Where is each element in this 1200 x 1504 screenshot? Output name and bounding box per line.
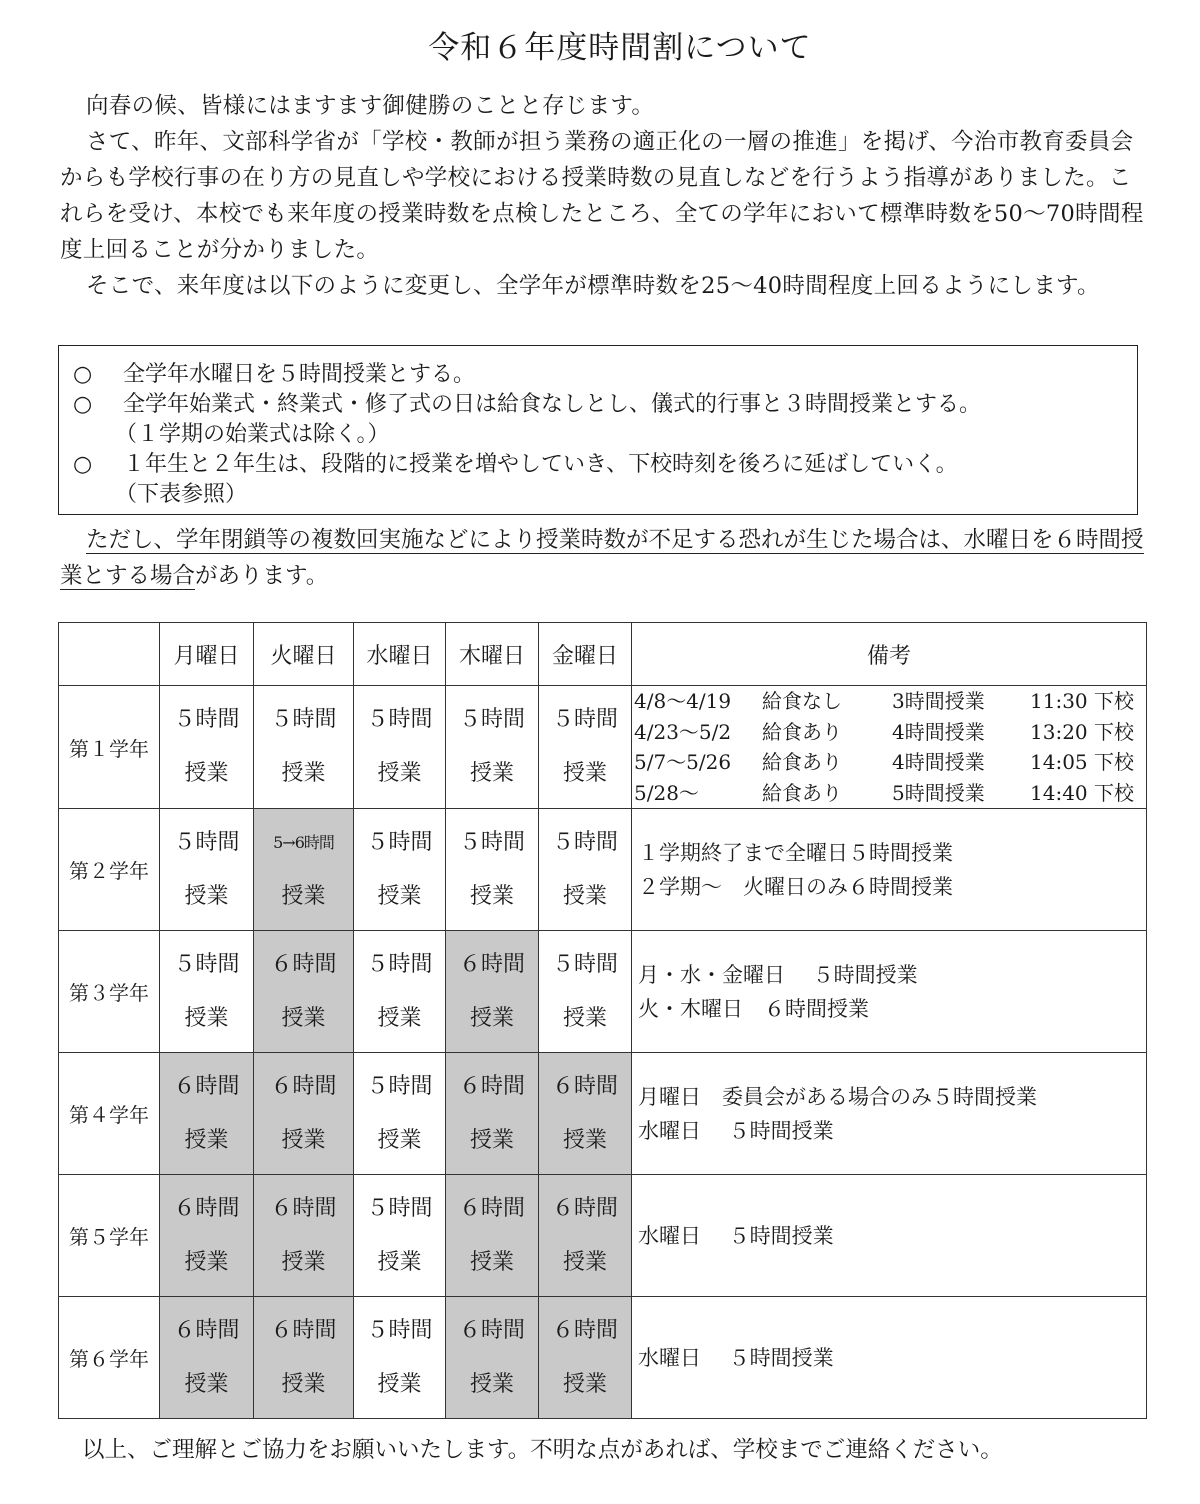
remark-part: 4/23〜5/2 xyxy=(634,719,732,744)
schedule-cell xyxy=(354,686,446,809)
header-tuesday: 火曜日 xyxy=(254,623,354,686)
remark-line: １学期終了まで全曜日５時間授業 xyxy=(638,840,953,865)
table-row xyxy=(59,1053,1147,1175)
header-friday: 金曜日 xyxy=(539,623,632,686)
background-paragraph: さて、昨年、文部科学省が「学校・教師が担う業務の適正化の一層の推進」を掲げ、今治市教育委員会からも学校行事の在り方の見直しや学校における授業時数の見直しなどを行うよう指導がありました。これらを受け、本校でも来年度の授業時数を点検したところ、全ての学年において標準時数を50〜70時間程度上回ることが分かりました。 xyxy=(60,129,1144,263)
closing-text: 以上、ご理解とご協力をお願いいたします。不明な点があれば、学校までご連絡ください。 xyxy=(82,1437,1003,1463)
schedule-cell xyxy=(446,931,539,1053)
remark-line: 水曜日 ５時間授業 xyxy=(638,1345,834,1370)
schedule-cell xyxy=(254,686,354,809)
schedule-cell xyxy=(254,809,354,931)
period-label: 授業 xyxy=(377,761,422,786)
schedule-cell xyxy=(539,686,632,809)
period-label: 授業 xyxy=(281,1249,326,1275)
period-label: 授業 xyxy=(184,761,229,786)
remarks-cell xyxy=(632,686,1147,809)
remark-part: 5/7〜5/26 xyxy=(634,750,732,774)
period-label: 授業 xyxy=(562,1371,607,1397)
remark-line: 火・木曜日 ６時間授業 xyxy=(638,996,869,1021)
schedule-cell xyxy=(446,1297,539,1419)
remark-line: 水曜日 ５時間授業 xyxy=(638,1118,834,1143)
remark-line xyxy=(634,747,1146,778)
remark-part: 3時間授業 xyxy=(892,689,985,713)
period-count: ５時間 xyxy=(173,829,240,855)
remark-line xyxy=(634,778,1146,809)
period-count: ５時間 xyxy=(458,829,525,855)
period-count: ５時間 xyxy=(551,707,618,732)
caution-note xyxy=(60,522,1150,594)
remark-line: 月・水・金曜日 ５時間授業 xyxy=(638,962,918,987)
schedule-cell xyxy=(354,1053,446,1175)
period-count: ５時間 xyxy=(551,951,618,977)
circle-bullet-icon: ○ xyxy=(73,392,93,417)
period-count: ５時間 xyxy=(366,951,433,977)
remark-part: 4時間授業 xyxy=(892,719,985,744)
remark-part: 11:30 下校 xyxy=(1030,689,1134,713)
schedule-cell xyxy=(254,1297,354,1419)
period-count: ５時間 xyxy=(366,1317,433,1343)
header-wednesday: 水曜日 xyxy=(354,623,446,686)
header-blank xyxy=(59,623,160,686)
period-label: 授業 xyxy=(469,1371,514,1397)
remark-part: 給食あり xyxy=(762,719,842,744)
table-row xyxy=(59,1175,1147,1297)
remark-line xyxy=(634,717,1146,748)
grade-label: 第２学年 xyxy=(59,809,160,931)
schedule-cell xyxy=(160,686,254,809)
period-count: ６時間 xyxy=(551,1195,618,1221)
period-count: ６時間 xyxy=(270,1073,337,1099)
period-label: 授業 xyxy=(469,761,514,786)
period-count: ５時間 xyxy=(366,707,433,732)
period-label: 授業 xyxy=(184,1371,229,1397)
schedule-cell xyxy=(446,809,539,931)
schedule-cell xyxy=(160,1175,254,1297)
period-count: ６時間 xyxy=(458,951,525,977)
remark-part: 5/28〜 xyxy=(634,780,699,805)
schedule-cell xyxy=(539,1297,632,1419)
period-count: ６時間 xyxy=(270,951,337,977)
schedule-cell xyxy=(446,1053,539,1175)
schedule-cell xyxy=(354,1297,446,1419)
remark-part: 給食なし xyxy=(762,689,842,713)
caution-note-rest: があります。 xyxy=(195,563,329,589)
schedule-cell xyxy=(160,1297,254,1419)
period-label: 授業 xyxy=(469,1005,514,1031)
summary-item-text: 全学年始業式・終業式・修了式の日は給食なしとし、儀式的行事と３時間授業とする。 xyxy=(123,392,982,417)
remark-part: 給食あり xyxy=(762,750,842,774)
period-count: ５時間 xyxy=(270,707,337,732)
intro-text xyxy=(60,88,1150,304)
period-label: 授業 xyxy=(184,1249,229,1275)
grade-label: 第３学年 xyxy=(59,931,160,1053)
schedule-cell xyxy=(160,1053,254,1175)
summary-item-sub: （下表参照） xyxy=(115,482,248,507)
period-label: 授業 xyxy=(377,1371,422,1397)
schedule-cell xyxy=(539,1053,632,1175)
period-label: 授業 xyxy=(281,1371,326,1397)
change-summary-box xyxy=(58,345,1138,515)
period-count: ５時間 xyxy=(366,1195,433,1221)
period-count: ５時間 xyxy=(551,829,618,855)
period-count: ６時間 xyxy=(551,1317,618,1343)
period-label: 授業 xyxy=(562,761,607,786)
period-label: 授業 xyxy=(184,1127,229,1153)
header-thursday: 木曜日 xyxy=(446,623,539,686)
period-label: 授業 xyxy=(281,761,326,786)
summary-item-text: １年生と２年生は、段階的に授業を増やしていき、下校時刻を後ろに延ばしていく。 xyxy=(123,452,958,477)
remarks-cell xyxy=(632,809,1147,931)
period-count: ６時間 xyxy=(551,1073,618,1099)
period-label: 授業 xyxy=(469,883,514,909)
period-count: ５時間 xyxy=(366,829,433,855)
circle-bullet-icon: ○ xyxy=(73,452,93,477)
period-count: ５時間 xyxy=(173,707,240,732)
table-row xyxy=(59,931,1147,1053)
period-count: ６時間 xyxy=(270,1317,337,1343)
period-label: 授業 xyxy=(562,1249,607,1275)
greeting-paragraph: 向春の候、皆様にはますます御健勝のことと存じます。 xyxy=(86,93,655,119)
remark-line: 水曜日 ５時間授業 xyxy=(638,1223,834,1248)
remark-part: 13:20 下校 xyxy=(1030,719,1134,744)
schedule-cell xyxy=(354,931,446,1053)
period-label: 授業 xyxy=(469,1127,514,1153)
remark-part: 4/8〜4/19 xyxy=(634,689,732,713)
change-paragraph: そこで、来年度は以下のように変更し、全学年が標準時数を25〜40時間程度上回るようにします。 xyxy=(86,273,1100,299)
period-label: 授業 xyxy=(281,1127,326,1153)
remarks-cell xyxy=(632,1175,1147,1297)
remark-line xyxy=(634,686,1146,717)
period-label: 授業 xyxy=(184,883,229,909)
schedule-cell xyxy=(254,1053,354,1175)
summary-item xyxy=(73,390,1137,420)
schedule-cell xyxy=(354,1175,446,1297)
grade-label: 第６学年 xyxy=(59,1297,160,1419)
period-count: ５時間 xyxy=(173,951,240,977)
header-monday: 月曜日 xyxy=(160,623,254,686)
remark-line: ２学期〜 火曜日のみ６時間授業 xyxy=(638,874,953,899)
period-label: 授業 xyxy=(377,1127,422,1153)
period-count: ６時間 xyxy=(173,1195,240,1221)
circle-bullet-icon: ○ xyxy=(73,362,93,387)
period-count: ５時間 xyxy=(458,707,525,732)
period-label: 授業 xyxy=(377,883,422,909)
schedule-cell xyxy=(354,809,446,931)
remarks-cell xyxy=(632,931,1147,1053)
header-remarks: 備考 xyxy=(632,623,1147,686)
remark-line: 月曜日 委員会がある場合のみ５時間授業 xyxy=(638,1084,1037,1109)
period-label: 授業 xyxy=(377,1249,422,1275)
remark-part: 14:40 下校 xyxy=(1030,780,1134,805)
period-count: ６時間 xyxy=(458,1195,525,1221)
period-label: 授業 xyxy=(562,1005,607,1031)
grade-label: 第５学年 xyxy=(59,1175,160,1297)
remark-part: 5時間授業 xyxy=(892,780,985,805)
period-count: ５時間 xyxy=(366,1073,433,1099)
period-label: 授業 xyxy=(469,1249,514,1275)
period-label: 授業 xyxy=(281,883,326,909)
period-label: 授業 xyxy=(562,1127,607,1153)
period-label: 授業 xyxy=(562,883,607,909)
remarks-cell xyxy=(632,1053,1147,1175)
schedule-cell xyxy=(539,809,632,931)
schedule-cell xyxy=(539,931,632,1053)
schedule-cell xyxy=(446,1175,539,1297)
grade-label: 第１学年 xyxy=(59,686,160,809)
summary-item xyxy=(73,360,1137,390)
period-count: 5→6時間 xyxy=(273,832,334,852)
page-title: 令和６年度時間割について xyxy=(428,30,812,66)
period-count: ６時間 xyxy=(458,1073,525,1099)
summary-item-text: 全学年水曜日を５時間授業とする。 xyxy=(123,362,476,387)
schedule-cell xyxy=(160,931,254,1053)
period-count: ６時間 xyxy=(173,1317,240,1343)
remark-part: 14:05 下校 xyxy=(1030,750,1134,774)
period-count: ６時間 xyxy=(173,1073,240,1099)
summary-item-sub: （１学期の始業式は除く。） xyxy=(115,422,390,447)
timetable-header-row xyxy=(59,623,1147,686)
period-label: 授業 xyxy=(377,1005,422,1031)
schedule-cell xyxy=(539,1175,632,1297)
caution-note-underlined: ただし、学年閉鎖等の複数回実施などにより授業時数が不足する恐れが生じた場合は、水曜日を６時間授業とする場合 xyxy=(60,527,1144,589)
summary-item xyxy=(73,450,1137,480)
timetable xyxy=(58,622,1147,1419)
schedule-cell xyxy=(254,1175,354,1297)
grade-label: 第４学年 xyxy=(59,1053,160,1175)
period-label: 授業 xyxy=(281,1005,326,1031)
period-label: 授業 xyxy=(184,1005,229,1031)
schedule-cell xyxy=(254,931,354,1053)
remark-part: 給食あり xyxy=(762,780,842,805)
remark-part: 4時間授業 xyxy=(892,750,985,774)
period-count: ６時間 xyxy=(270,1195,337,1221)
table-row xyxy=(59,1297,1147,1419)
table-row xyxy=(59,686,1147,809)
schedule-cell xyxy=(160,809,254,931)
remarks-cell xyxy=(632,1297,1147,1419)
period-count: ６時間 xyxy=(458,1317,525,1343)
schedule-cell xyxy=(446,686,539,809)
table-row xyxy=(59,809,1147,931)
